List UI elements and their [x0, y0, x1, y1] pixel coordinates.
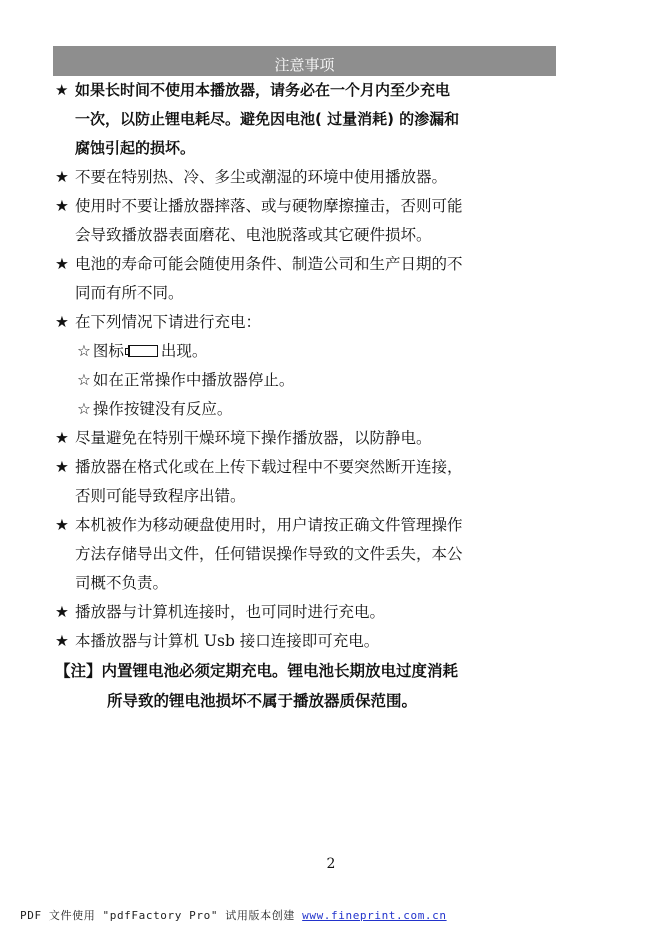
charge-condition: ☆ 图标 出现。	[77, 342, 208, 360]
list-item: ★ 尽量避免在特别干燥环境下操作播放器，以防静电。	[55, 424, 560, 453]
star-bullet-icon: ★	[55, 168, 69, 186]
star-bullet-icon: ★	[55, 313, 69, 331]
charge-condition: ☆ 如在正常操作中播放器停止。	[77, 371, 295, 389]
star-bullet-icon: ★	[55, 632, 69, 650]
white-star-bullet-icon: ☆	[77, 371, 91, 389]
star-bullet-icon: ★	[55, 516, 69, 534]
note-line-1: 内置锂电池必须定期充电。锂电池长期放电过度消耗	[101, 662, 459, 680]
star-bullet-icon: ★	[55, 458, 69, 476]
footer-text: PDF 文件使用 "pdfFactory Pro" 试用版本创建	[20, 909, 295, 922]
charge-condition: ☆ 操作按键没有反应。	[77, 400, 233, 418]
star-bullet-icon: ★	[55, 197, 69, 215]
list-item: ★ 如果长时间不使用本播放器，请务必在一个月内至少充电 一次，以防止锂电耗尽。避免因电池( 过量消耗) 的渗漏和 腐蚀引起的损坏。	[55, 76, 560, 163]
list-item: ★ 使用时不要让播放器摔落、或与硬物摩擦撞击，否则可能 会导致播放器表面磨花、电池脱落或其它硬件损坏。	[55, 192, 560, 250]
section-title: 注意事项	[53, 46, 556, 76]
star-bullet-icon: ★	[55, 429, 69, 447]
pdf-footer	[20, 907, 447, 923]
notice-list	[55, 76, 560, 656]
list-item: ★ 本机被作为移动硬盘使用时，用户请按正确文件管理操作 方法存储导出文件，任何错误操作导致的文件丢失，本公 司概不负责。	[55, 511, 560, 598]
list-item: ★ 电池的寿命可能会随使用条件、制造公司和生产日期的不 同而有所不同。	[55, 250, 560, 308]
footer-link[interactable]: www.fineprint.com.cn	[302, 909, 447, 922]
white-star-bullet-icon: ☆	[77, 342, 91, 360]
star-bullet-icon: ★	[55, 81, 69, 99]
list-item: ★ 播放器在格式化或在上传下载过程中不要突然断开连接， 否则可能导致程序出错。	[55, 453, 560, 511]
page-number: 2	[326, 856, 336, 872]
list-item: ★ 本播放器与计算机 Usb 接口连接即可充电。	[55, 627, 560, 656]
list-item: ★ 播放器与计算机连接时，也可同时进行充电。	[55, 598, 560, 627]
white-star-bullet-icon: ☆	[77, 400, 91, 418]
star-bullet-icon: ★	[55, 255, 69, 273]
list-item: ★ 在下列情况下请进行充电：	[55, 308, 560, 337]
warranty-note	[55, 656, 560, 716]
battery-empty-icon	[128, 345, 158, 357]
note-line-2: 所导致的锂电池损坏不属于播放器质保范围。	[107, 692, 418, 710]
list-item: ★ 不要在特别热、冷、多尘或潮湿的环境中使用播放器。	[55, 163, 560, 192]
note-label: 【注】	[55, 662, 102, 680]
star-bullet-icon: ★	[55, 603, 69, 621]
